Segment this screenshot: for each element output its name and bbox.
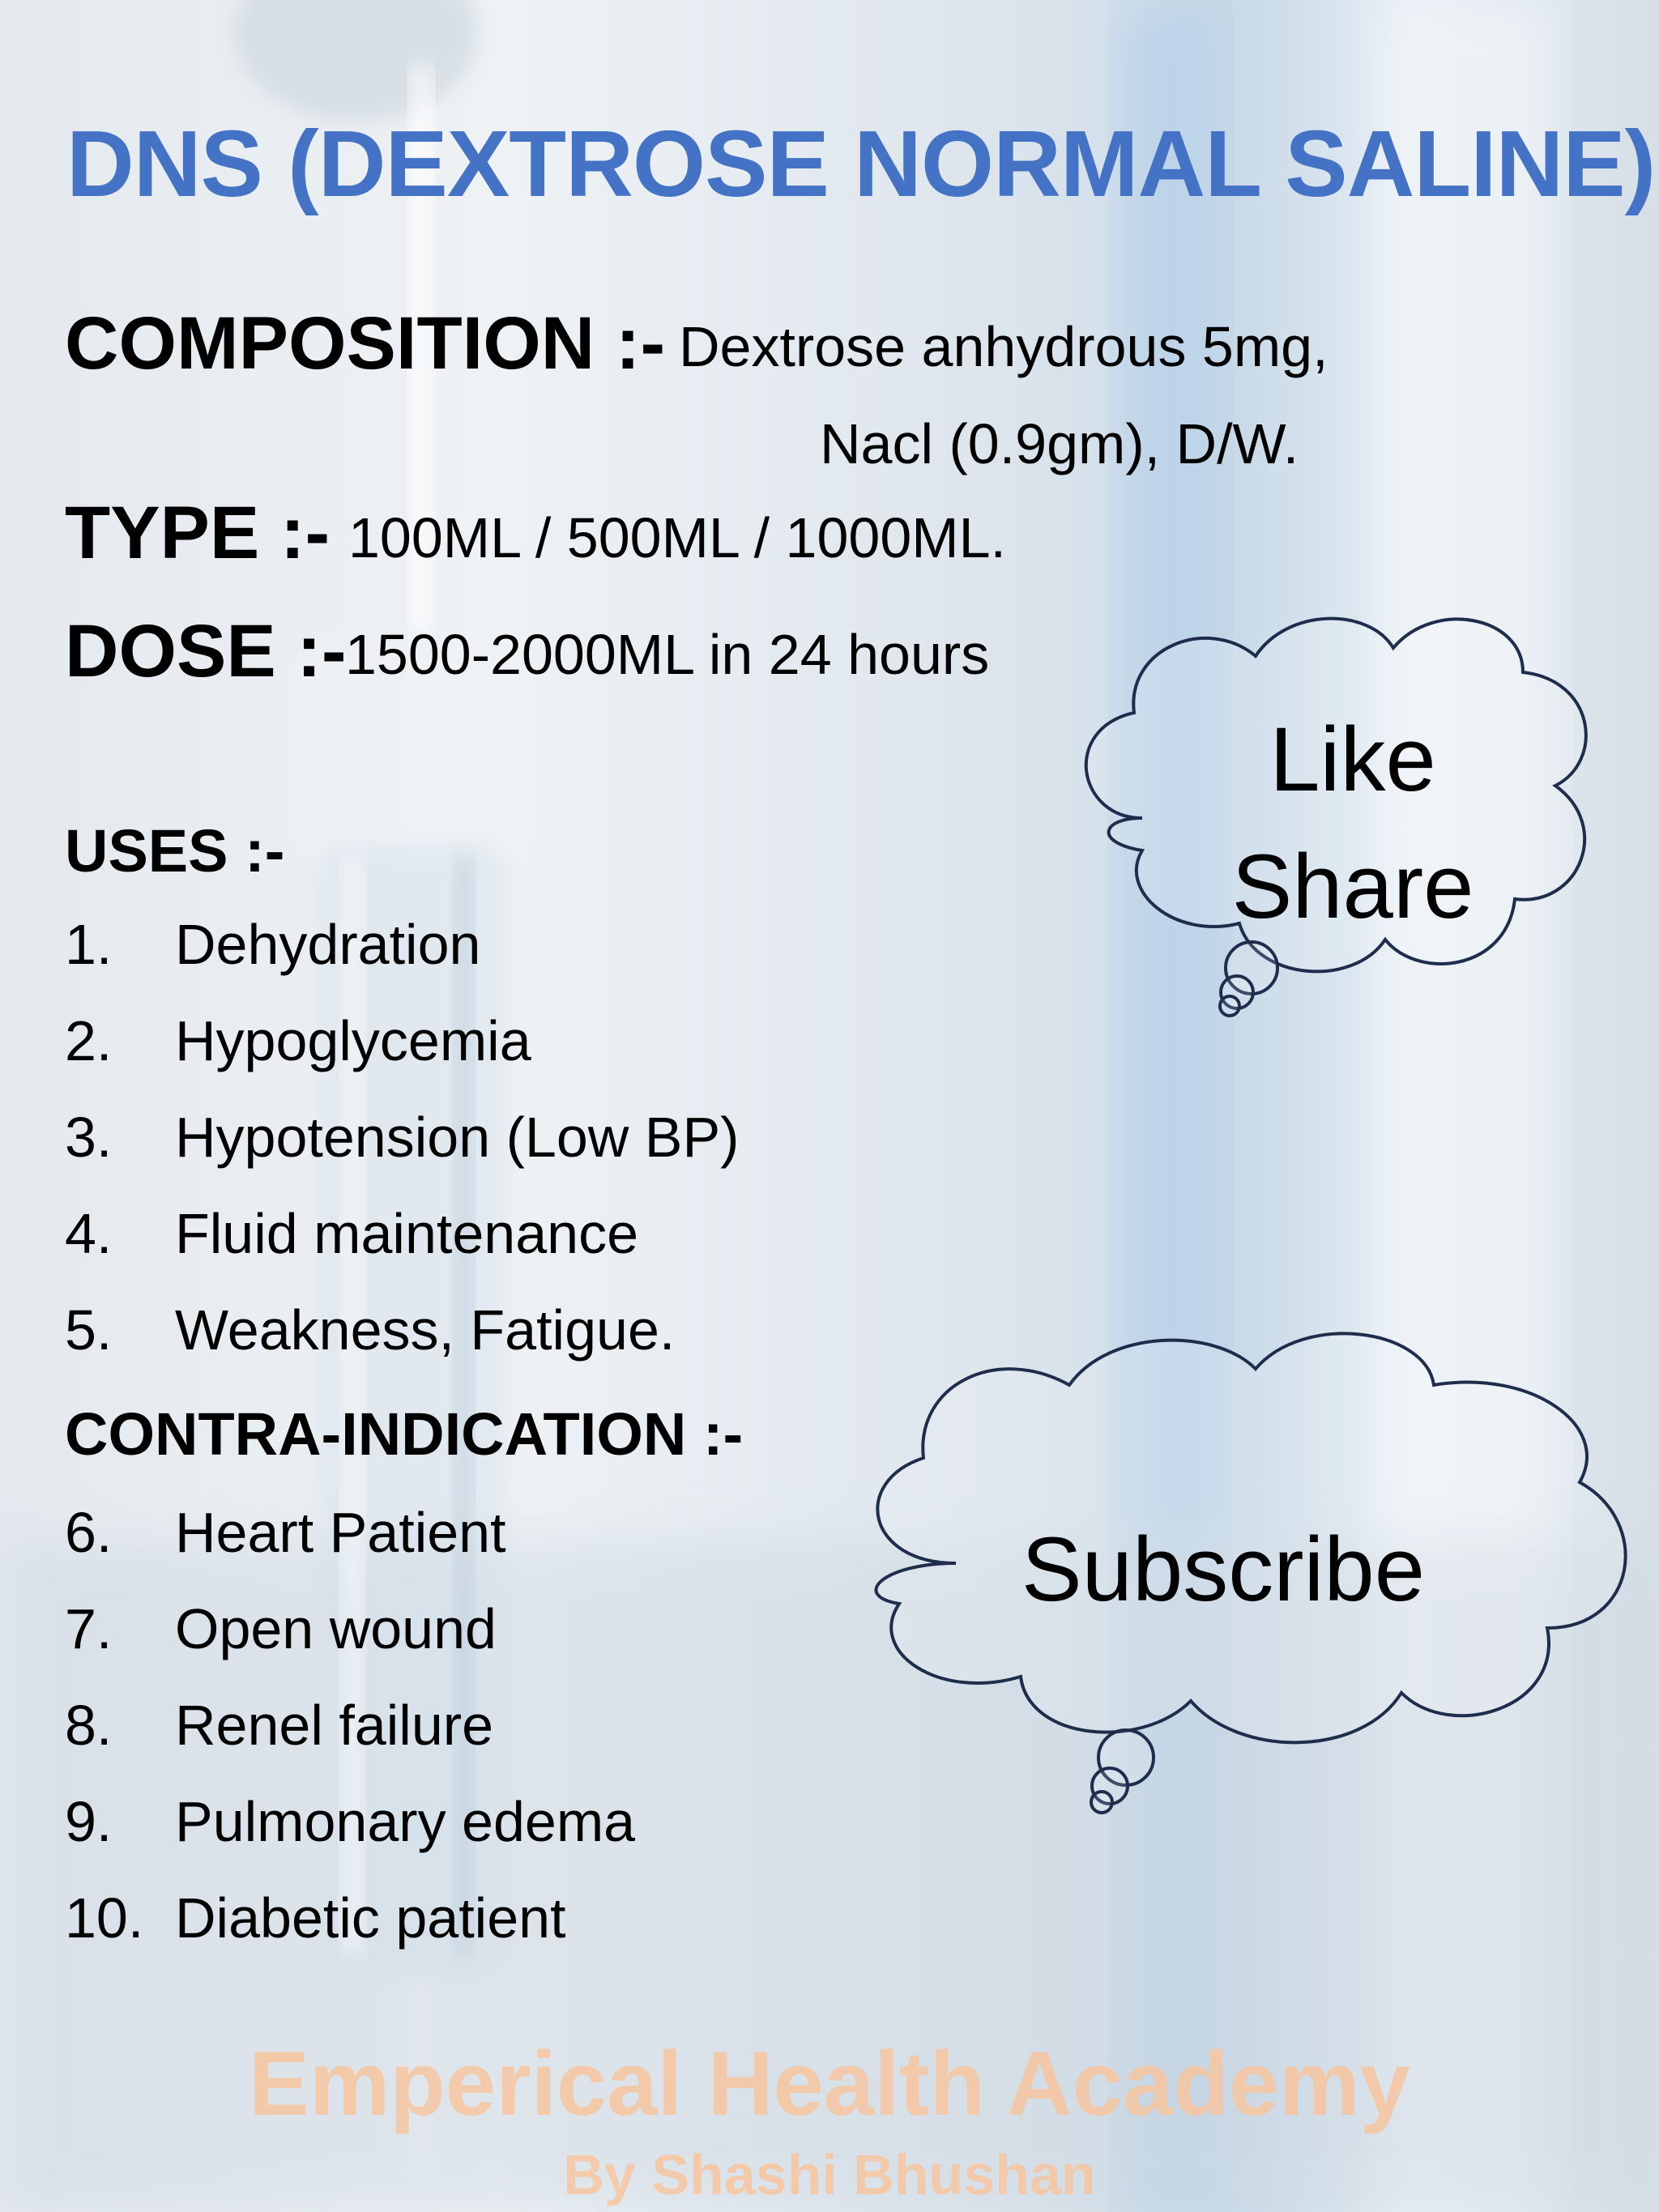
list-text: Pulmonary edema [175, 1790, 636, 1853]
cloud-subscribe-text [940, 1507, 1507, 1634]
list-number: 5. [65, 1298, 113, 1362]
composition-label: COMPOSITION :- [65, 302, 666, 385]
list-text: Fluid maintenance [175, 1202, 638, 1265]
list-text: Heart Patient [175, 1501, 506, 1564]
list-text: Weakness, Fatigue. [175, 1298, 676, 1362]
list-text: Open wound [175, 1597, 497, 1660]
cloud-like-share-text [1175, 697, 1531, 951]
composition-line-1: Dextrose anhydrous 5mg, [679, 315, 1328, 378]
list-item [65, 1500, 506, 1565]
list-item [65, 1789, 635, 1854]
list-number: 9. [65, 1790, 113, 1853]
author-watermark: By Shashi Bhushan [563, 2143, 1096, 2206]
subscribe-label: Subscribe [1021, 1519, 1426, 1620]
list-item [65, 1105, 739, 1170]
type-label: TYPE :- [65, 492, 331, 574]
list-text: Dehydration [175, 913, 481, 976]
list-text: Diabetic patient [175, 1886, 566, 1950]
composition-line-2: Nacl (0.9gm), D/W. [820, 412, 1299, 475]
dose-label: DOSE :- [65, 610, 347, 693]
list-text: Hypoglycemia [175, 1009, 531, 1072]
list-item [65, 912, 480, 977]
uses-heading: USES :- [65, 817, 285, 884]
list-item [65, 1298, 675, 1362]
list-number: 10. [65, 1886, 144, 1950]
list-number: 4. [65, 1202, 113, 1265]
share-label: Share [1231, 835, 1474, 937]
list-item [65, 1201, 638, 1266]
like-label: Like [1269, 709, 1436, 810]
list-number: 6. [65, 1501, 113, 1564]
list-number: 1. [65, 913, 113, 976]
list-number: 7. [65, 1597, 113, 1660]
page-title: DNS (DEXTROSE NORMAL SALINE) [66, 111, 1656, 216]
list-number: 8. [65, 1694, 113, 1757]
list-item [65, 1008, 531, 1073]
list-number: 3. [65, 1106, 113, 1169]
list-number: 2. [65, 1009, 113, 1072]
list-text: Renel failure [175, 1694, 493, 1757]
list-item [65, 1596, 497, 1661]
type-value: 100ML / 500ML / 1000ML. [348, 506, 1006, 569]
list-text: Hypotension (Low BP) [175, 1106, 740, 1169]
list-item [65, 1886, 566, 1950]
list-item [65, 1693, 493, 1758]
academy-watermark: Emperical Health Academy [249, 2033, 1410, 2134]
dose-value: 1500-2000ML in 24 hours [345, 623, 990, 686]
contra-indication-heading: CONTRA-INDICATION :- [65, 1400, 744, 1468]
